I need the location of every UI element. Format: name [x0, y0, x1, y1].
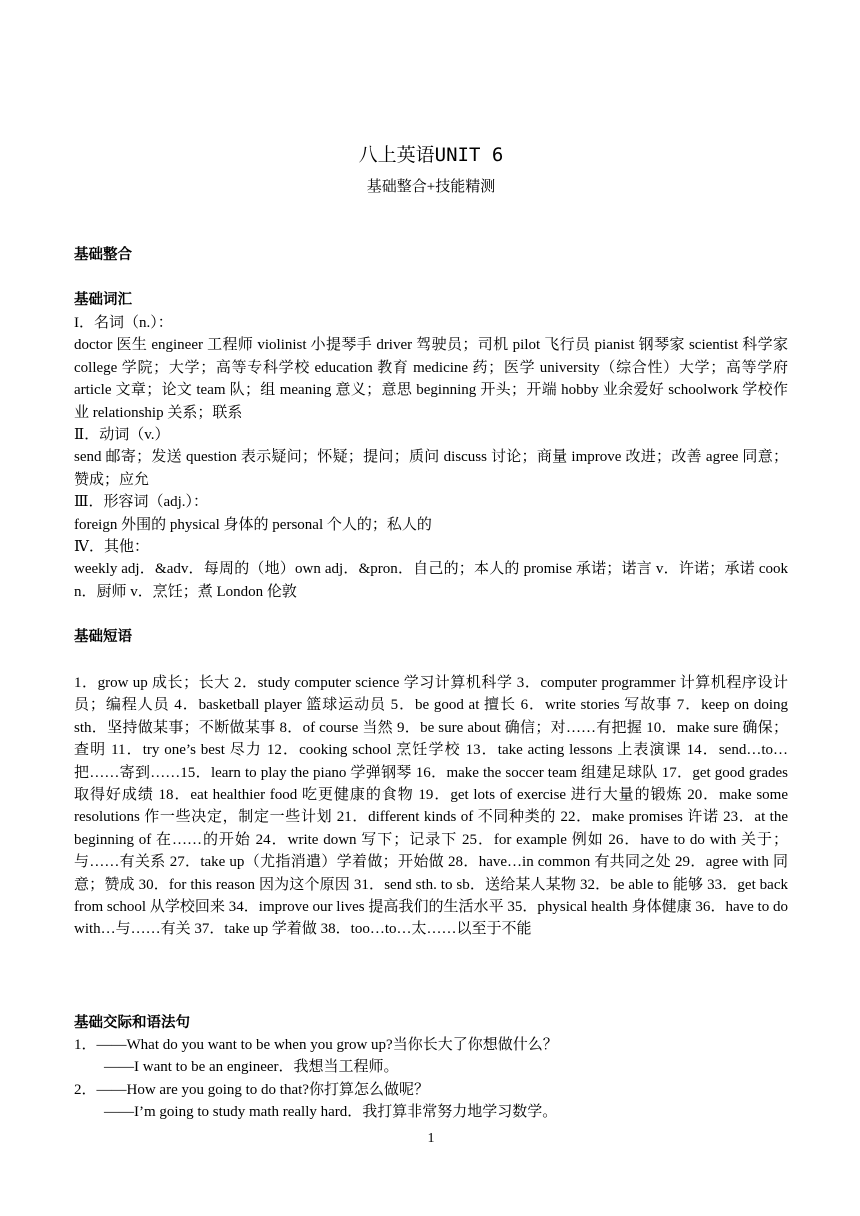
noun-text: doctor 医生 engineer 工程师 violinist 小提琴手 driver 驾驶员；司机 pilot 飞行员 pianist 钢琴家 scientist 科学家 college 学院；大学；高等专科学校 education 教育 medicine 药；医学 university（综合性）大学；高等学府 article 文章；论文 team 队；组 meaning 意义；意思 beginning 开头；开端 hobby 业余爱好 schoolwork 学校作业 relationship 关系；联系 [74, 337, 788, 421]
phrases-text: 1．grow up 成长；长大 2．study computer science 学习计算机科学 3．computer programmer 计算机程序设计员；编程人员 4．basketball player 篮球运动员 5．be good at 擅长 6．write stories 写故事 7．keep on doing sth．坚持做某事；不断做某事 8．of course 当然 9．be sure about 确信；对……有把握 10．make sure 确保；查明 11．try one’s best 尽力 12．cooking school 烹饪学校 13．take acting lessons 上表演课 14．send…to…把……寄到……15．learn to play the piano 学弹钢琴 16．make the soccer team 组建足球队 17．get good grades 取得好成绩 18．eat healthier food 吃更健康的食物 19．get lots of exercise 进行大量的锻炼 20．make some resolutions 作一些决定，制定一些计划 21．different kinds of 不同种类的 22．make promises 许诺 23．at the beginning of 在……的开始 24．write down 写下；记录下 25．for example 例如 26．have to do with 关于；与……有关系 27．take up（尤指消遣）学着做；开始做 28．have…in common 有共同之处 29．agree with 同意；赞成 30．for this reason 因为这个原因 31．send sth. to sb．送给某人某物 32．be able to 能够 33．get back from school 从学校回来 34．improve our lives 提高我们的生活水平 35．physical health 身体健康 36．have to do with…与……有关 37．take up 学着做 38．too…to…太……以至于不能 [74, 675, 788, 938]
adj-text: foreign 外围的 physical 身体的 personal 个人的；私人的 [74, 516, 432, 533]
other-label: Ⅳ．其他： [74, 539, 149, 556]
page-number: 1 [427, 1131, 435, 1146]
vocab-heading: 基础词汇 [74, 292, 132, 308]
section-heading-main: 基础整合 [74, 247, 132, 263]
phrases-block [74, 672, 788, 941]
other-text: weekly adj．&adv．每周的（地）own adj．&pron．自己的；本人的 promise 承诺；诺言 v．许诺；承诺 cook n．厨师 v．烹饪；煮 London 伦敦 [74, 561, 804, 600]
adj-label: Ⅲ．形容词（adj.）： [74, 494, 209, 511]
page-subtitle: 基础整合+技能精测 [366, 179, 496, 195]
sentence-a2: ——I’m going to study math really hard．我打算非常努力地学习数学。 [104, 1104, 558, 1121]
sentence-a1: ——I want to be an engineer．我想当工程师。 [104, 1059, 399, 1076]
verb-text: send 邮寄；发送 question 表示疑问；怀疑；提问；质问 discuss 讨论；商量 improve 改进；改善 agree 同意；赞成；应允 [74, 449, 788, 488]
vocab-block [74, 312, 804, 603]
phrases-heading: 基础短语 [74, 629, 132, 645]
sentence-q2: 2．——How are you going to do that?你打算怎么做呢？ [74, 1081, 429, 1098]
sentence-q1: 1．——What do you want to be when you grow up?当你长大了你想做什么？ [74, 1037, 558, 1053]
sentences-heading: 基础交际和语法句 [74, 1015, 190, 1031]
noun-label: I．名词（n.）： [74, 315, 173, 331]
page-title: 八上英语UNIT 6 [358, 144, 504, 166]
verb-label: Ⅱ．动词（v.） [74, 427, 170, 444]
sentences-block [74, 1034, 788, 1124]
